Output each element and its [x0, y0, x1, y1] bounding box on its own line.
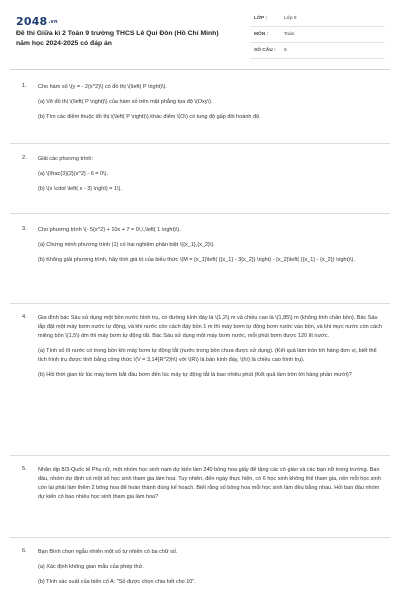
page-header: [0, 0, 400, 68]
question-part-b: (b) Hỏi thời gian từ lúc máy bơm bắt đầu bơm đến lúc máy tự động tắt là bao nhiêu phút (Kết quả làm tròn tới hàng phần mười)?: [38, 372, 352, 378]
question-part-a: (a) Tính số lít nước có trong bồn khi máy bơm tự động tắt (nước trong bồn chưa được sử dụng). (Kết quả làm tròn tới hàng đơn vị, biết thể tích hình trụ được tính bằng công thức \(V = 3,14{R^2}h\) với \(R\) là bán kính đáy, \(h\) là chiều cao hình trụ).: [38, 348, 377, 363]
document-title: Đề thi Giữa kì 2 Toán 9 trường THCS Lê Quí Đôn (Hồ Chí Minh) năm học 2024-2025 có đáp án: [16, 30, 219, 47]
question-part-b: (b) \(x \cdot \left( x - 3) \right) = 1\).: [38, 186, 122, 192]
question-part-a: (a) Xác định không gian mẫu của phép thử.: [38, 564, 144, 570]
question-part-b: (b) Tính xác suất của biến cố A: "Số được chọn chia hết cho 10".: [38, 579, 196, 585]
question-part-a: (a) \(\frac{3}{2}{x^2} - 6 = 0\).: [38, 171, 108, 177]
meta-key: LỚP :: [254, 16, 268, 21]
question-number: 2.: [22, 155, 27, 161]
question-stem: Gia đình bác Sáu sử dụng một bồn nước hình trụ, có đường kính đáy là \(1,2\) m và chiều cao là \(1,85\) m (không tính chân bồn). Bác Sáu lắp đặt một máy bơm nước tự động, và khi nước còn cách đáy bồn 1 m thì máy bơm tự động bơm nước vào bồn, và khi mực nước còn cách miệng bồn \(1,5\) dm thì máy bơm tự động tắt. Bác Sáu sử dụng một máy bơm nước, mỗi phút bơm được 120 lít nước.: [38, 315, 382, 339]
logo-suffix-text: .vn: [48, 19, 58, 25]
header-divider: [10, 69, 390, 70]
question-stem: Cho phương trình \(- 5{x^2} + 10x + 7 = 0\,\,\left( 1 \right)\).: [38, 227, 181, 233]
question-number: 1.: [22, 83, 27, 89]
question-number: 3.: [22, 226, 27, 232]
question-divider: [10, 143, 390, 144]
question-divider: [10, 537, 390, 538]
meta-row-question-count: [250, 43, 385, 59]
question-stem: Cho hàm số \(y = - 2{x^2}\) có đồ thị \(\left( P \right)\).: [38, 84, 167, 90]
meta-value: Toán: [284, 32, 295, 37]
meta-key: SỐ CÂU :: [254, 48, 276, 53]
question-body: [38, 226, 384, 265]
meta-value: Lớp 9: [284, 16, 297, 21]
question-body: [38, 83, 384, 122]
question-number: 6.: [22, 548, 27, 554]
question-part-b: (b) Không giải phương trình, hãy tính giá trị của biểu thức \(M = {x_1}\left( {{x_1} - 3{x_2}} \right) - {x_2}\left( {{x_1} - {x_2}} \right)\).: [38, 257, 355, 263]
question-stem: Giải các phương trình:: [38, 156, 93, 162]
question-number: 5.: [22, 466, 27, 472]
question-body: [38, 466, 384, 502]
meta-table: [250, 11, 385, 59]
meta-row-class: [250, 11, 385, 27]
question-body: [38, 155, 384, 194]
question-body: [38, 314, 384, 380]
meta-value: 6: [284, 48, 287, 53]
question-stem: Nhân dịp 8/3-Quốc tế Phụ nữ, một nhóm học sinh nam dự kiến làm 240 bông hoa giấy để tặng các cô giáo và các bạn nữ trong trường. Ban đầu, nhóm dự định có một số học sinh tham gia làm hoa. Tuy nhiên, đến ngày thực hiện, có 6 học sinh không thể tham gia, nên mỗi học sinh còn lại phải làm thêm 2 bông hoa để hoàn thành đúng kế hoạch. Biết rằng số bông hoa mỗi học sinh làm đều bằng nhau. Hỏi ban đầu nhóm dự kiến có bao nhiêu học sinh tham gia làm hoa?: [38, 467, 381, 500]
question-part-a: (a) Vẽ đồ thị \(\left( P \right)\) của hàm số trên mặt phẳng tọa độ \(Oxy\).: [38, 99, 213, 105]
meta-row-subject: [250, 27, 385, 43]
question-body: [38, 548, 384, 587]
question-divider: [10, 213, 390, 214]
logo-main-text: 2048: [16, 15, 48, 28]
question-divider: [10, 455, 390, 456]
question-stem: Bạn Bình chọn ngẫu nhiên một số tự nhiên có ba chữ số.: [38, 549, 178, 555]
question-part-a: (a) Chứng minh phương trình (1) có hai nghiệm phân biệt \({x_1},{x_2}\).: [38, 242, 215, 248]
question-part-b: (b) Tìm các điểm thuộc đồ thị \(\left( P \right)\) khác điểm \(O\) có tung độ gấp đôi hoành độ.: [38, 114, 261, 120]
question-number: 4.: [22, 314, 27, 320]
site-logo[interactable]: [16, 15, 58, 28]
meta-key: MÔN :: [254, 32, 269, 37]
question-divider: [10, 303, 390, 304]
